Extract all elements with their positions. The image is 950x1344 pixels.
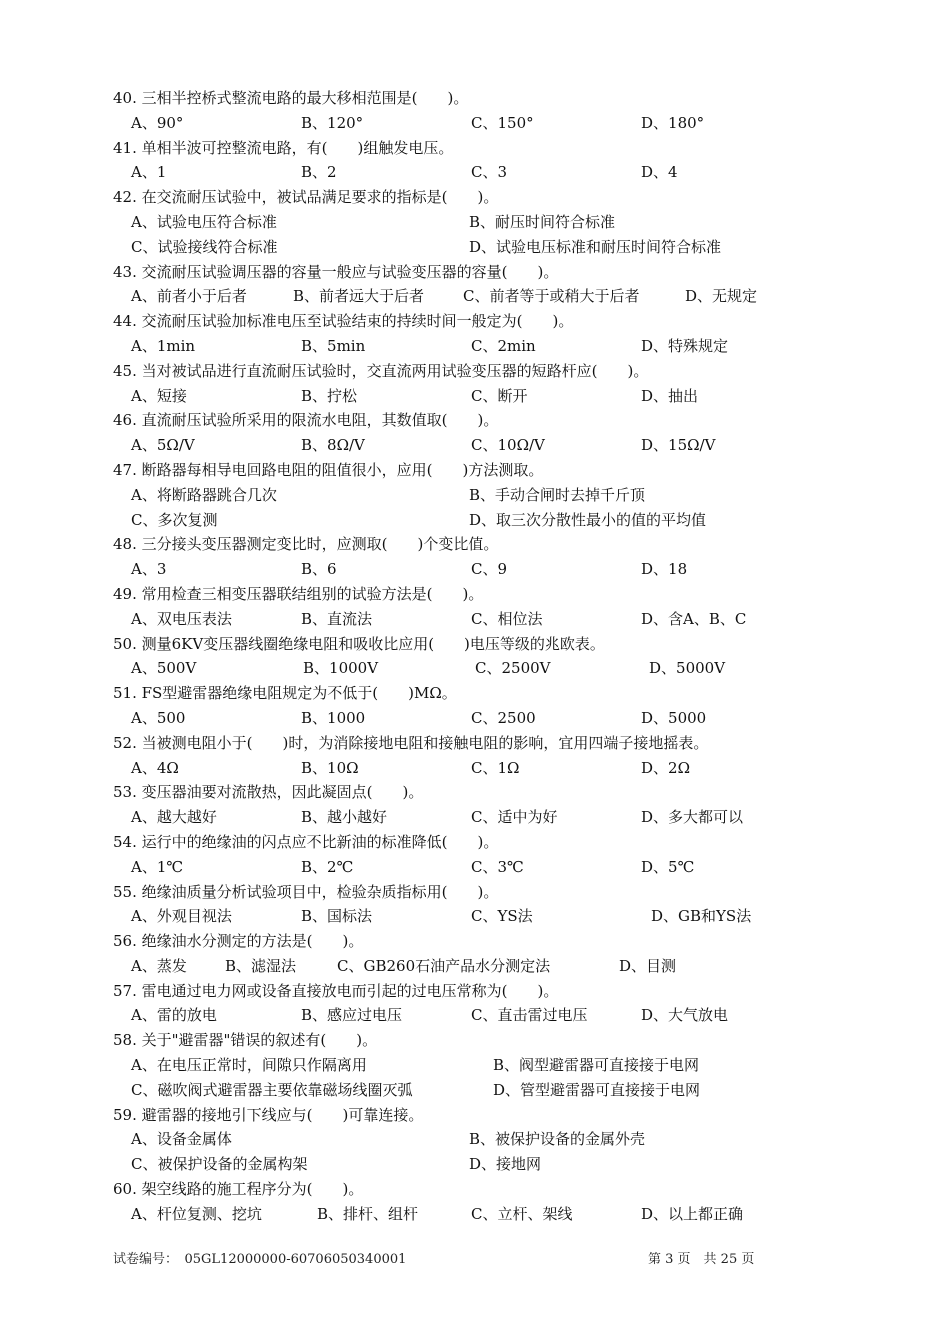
answer-option: C、1Ω: [471, 758, 520, 777]
answer-option: C、适中为好: [471, 808, 558, 827]
option-row: [113, 1003, 813, 1028]
answer-option: A、1℃: [131, 857, 184, 876]
question-text: 55. 绝缘油质量分析试验项目中，检验杂质指标用( )。: [113, 882, 499, 901]
question-text: 60. 架空线路的施工程序分为( )。: [113, 1180, 364, 1199]
answer-option: A、蒸发: [131, 956, 187, 975]
answer-option: C、3: [471, 163, 508, 182]
answer-option: B、6: [301, 560, 337, 579]
answer-option: A、试验电压符合标准: [131, 212, 277, 231]
answer-option: B、拧松: [301, 386, 358, 405]
question-text: 45. 当对被试品进行直流耐压试验时，交直流两用试验变压器的短路杆应( )。: [113, 361, 649, 380]
answer-option: B、国标法: [301, 907, 373, 926]
question-text: 53. 变压器油要对流散热，因此凝固点( )。: [113, 783, 424, 802]
answer-option: A、1min: [131, 336, 196, 355]
option-row: [113, 904, 813, 929]
question-text: 49. 常用检查三相变压器联结组别的试验方法是( )。: [113, 584, 484, 603]
answer-option: C、10Ω/V: [471, 436, 545, 455]
question-text: 51. FS型避雷器绝缘电阻规定为不低于( )MΩ。: [113, 684, 457, 703]
question-text: 40. 三相半控桥式整流电路的最大移相范围是( )。: [113, 89, 469, 107]
answer-option: A、前者小于后者: [131, 287, 247, 306]
option-row: [113, 805, 813, 830]
option-row: [113, 706, 813, 731]
question-text: 59. 避雷器的接地引下线应与( )可靠连接。: [113, 1105, 424, 1124]
question-text: 43. 交流耐压试验调压器的容量一般应与试验变压器的容量( )。: [113, 262, 559, 281]
answer-option: D、18: [641, 560, 688, 579]
question-text: 52. 当被测电阻小于( )时，为消除接地电阻和接触电阻的影响，宜用四端子接地摇表。: [113, 733, 709, 752]
answer-option: D、管型避雷器可直接接于电网: [493, 1080, 701, 1099]
answer-option: B、10Ω: [301, 758, 359, 777]
paper-number: 试卷编号： 05GL12000000-60706050340001: [113, 1252, 407, 1267]
answer-option: A、杆位复测、挖坑: [131, 1204, 262, 1223]
answer-option: A、越大越好: [131, 808, 217, 827]
answer-option: A、4Ω: [131, 758, 179, 777]
option-row: [113, 1053, 813, 1078]
option-row: [113, 111, 813, 136]
answer-option: B、8Ω/V: [301, 436, 365, 455]
question-text: 50. 测量6KV变压器线圈绝缘电阻和吸收比应用( )电压等级的兆欧表。: [113, 634, 605, 653]
answer-option: C、2min: [471, 336, 536, 355]
option-row: [113, 334, 813, 359]
page-number: 第 3 页 共 25 页: [648, 1252, 755, 1267]
answer-option: D、180°: [641, 113, 705, 132]
answer-option: A、将断路器跳合几次: [131, 485, 277, 504]
answer-option: B、直流法: [301, 609, 373, 628]
answer-option: D、接地网: [469, 1155, 542, 1174]
answer-option: A、短接: [131, 386, 187, 405]
option-row: [113, 954, 813, 979]
option-row: [113, 855, 813, 880]
question-text: 48. 三分接头变压器测定变比时，应测取( )个变比值。: [113, 535, 499, 554]
answer-option: A、1: [131, 163, 167, 182]
option-row: [113, 284, 813, 309]
answer-option: C、磁吹阀式避雷器主要依靠磁场线圈灭弧: [131, 1080, 413, 1099]
answer-option: D、GB和YS法: [651, 907, 752, 926]
answer-option: C、9: [471, 560, 508, 579]
answer-option: A、在电压正常时，间隙只作隔离用: [131, 1056, 367, 1075]
answer-option: B、排杆、组杆: [317, 1204, 419, 1223]
answer-option: D、4: [641, 163, 678, 182]
answer-option: D、试验电压标准和耐压时间符合标准: [469, 237, 722, 256]
answer-option: A、外观目视法: [131, 907, 232, 926]
answer-option: D、取三次分散性最小的值的平均值: [469, 510, 707, 529]
answer-option: D、多大都可以: [641, 808, 744, 827]
answer-option: D、5000V: [649, 659, 726, 678]
answer-option: C、相位法: [471, 609, 543, 628]
question-text: 57. 雷电通过电力网或设备直接放电而引起的过电压常称为( )。: [113, 981, 559, 1000]
option-row: [113, 656, 813, 681]
answer-option: C、多次复测: [131, 510, 218, 529]
answer-option: A、双电压表法: [131, 609, 232, 628]
answer-option: B、感应过电压: [301, 1006, 403, 1025]
answer-option: A、雷的放电: [131, 1006, 217, 1025]
answer-option: B、越小越好: [301, 808, 388, 827]
answer-option: A、5Ω/V: [131, 436, 195, 455]
answer-option: D、5℃: [641, 857, 695, 876]
answer-option: C、2500V: [475, 659, 551, 678]
answer-option: B、1000: [301, 708, 366, 727]
option-row: [113, 1152, 813, 1177]
question-text: 46. 直流耐压试验所采用的限流水电阻，其数值取( )。: [113, 411, 499, 430]
answer-option: B、滤湿法: [225, 956, 297, 975]
option-row: [113, 483, 813, 508]
answer-option: C、试验接线符合标准: [131, 237, 278, 256]
question-text: 41. 单相半波可控整流电路，有( )组触发电压。: [113, 138, 454, 157]
option-row: [113, 1078, 813, 1103]
answer-option: B、2: [301, 163, 337, 182]
answer-option: A、3: [131, 560, 167, 579]
question-text: 42. 在交流耐压试验中，被试品满足要求的指标是( )。: [113, 188, 499, 207]
option-row: [113, 433, 813, 458]
answer-option: C、立杆、架线: [471, 1204, 573, 1223]
answer-option: B、2℃: [301, 857, 354, 876]
answer-option: C、YS法: [471, 907, 533, 926]
option-row: [113, 210, 813, 235]
question-text: 56. 绝缘油水分测定的方法是( )。: [113, 932, 364, 951]
option-row: [113, 1127, 813, 1152]
answer-option: C、3℃: [471, 857, 524, 876]
option-row: [113, 557, 813, 582]
question-list: [113, 86, 813, 1227]
answer-option: D、特殊规定: [641, 336, 729, 355]
answer-option: D、15Ω/V: [641, 436, 716, 455]
option-row: [113, 607, 813, 632]
option-row: [113, 1202, 813, 1227]
answer-option: D、含A、B、C: [641, 609, 747, 628]
answer-option: C、150°: [471, 113, 534, 132]
answer-option: C、被保护设备的金属构架: [131, 1155, 308, 1174]
answer-option: D、目测: [619, 956, 677, 975]
answer-option: B、手动合闸时去掉千斤顶: [469, 485, 646, 504]
question-text: 47. 断路器每相导电回路电阻的阻值很小，应用( )方法测取。: [113, 460, 544, 479]
answer-option: B、120°: [301, 113, 364, 132]
option-row: [113, 160, 813, 185]
question-text: 54. 运行中的绝缘油的闪点应不比新油的标准降低( )。: [113, 832, 499, 851]
answer-option: D、无规定: [685, 287, 758, 306]
option-row: [113, 756, 813, 781]
question-text: 44. 交流耐压试验加标准电压至试验结束的持续时间一般定为( )。: [113, 312, 574, 331]
answer-option: A、设备金属体: [131, 1130, 232, 1149]
option-row: [113, 235, 813, 260]
option-row: [113, 384, 813, 409]
answer-option: A、500V: [131, 659, 197, 678]
question-text: 58. 关于"避雷器"错误的叙述有( )。: [113, 1031, 378, 1050]
answer-option: B、5min: [301, 336, 366, 355]
answer-option: A、500: [131, 708, 186, 727]
option-row: [113, 508, 813, 533]
answer-option: D、抽出: [641, 386, 699, 405]
answer-option: C、GB260石油产品水分测定法: [337, 956, 551, 975]
answer-option: B、被保护设备的金属外壳: [469, 1130, 646, 1149]
answer-option: D、2Ω: [641, 758, 691, 777]
answer-option: B、阀型避雷器可直接接于电网: [493, 1056, 700, 1075]
answer-option: B、1000V: [303, 659, 379, 678]
answer-option: A、90°: [131, 113, 184, 132]
answer-option: D、大气放电: [641, 1006, 729, 1025]
answer-option: C、前者等于或稍大于后者: [463, 287, 640, 306]
answer-option: B、前者远大于后者: [293, 287, 425, 306]
answer-option: D、5000: [641, 708, 707, 727]
answer-option: D、以上都正确: [641, 1204, 744, 1223]
answer-option: C、断开: [471, 386, 528, 405]
answer-option: C、直击雷过电压: [471, 1006, 588, 1025]
answer-option: B、耐压时间符合标准: [469, 212, 616, 231]
answer-option: C、2500: [471, 708, 536, 727]
